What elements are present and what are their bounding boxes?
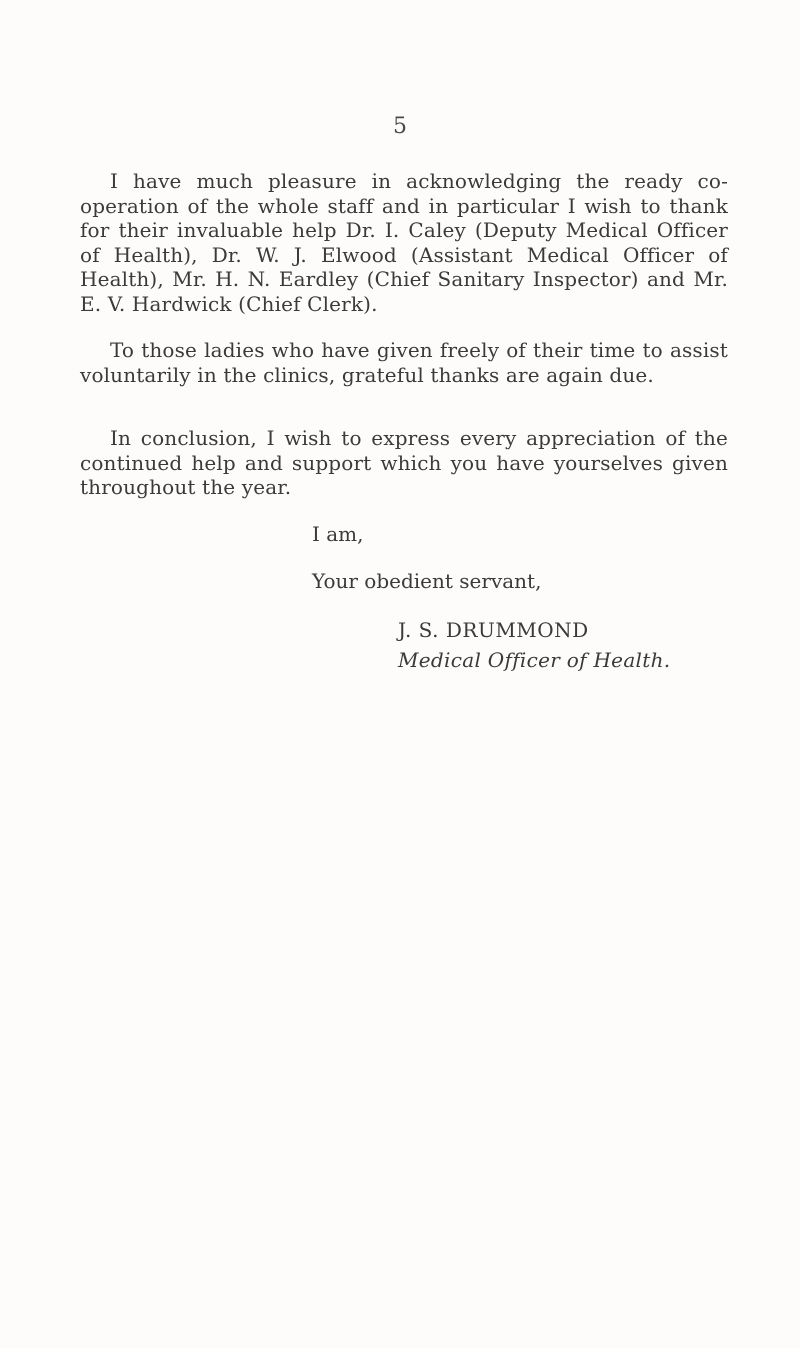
acknowledgement-paragraph: I have much pleasure in acknowledging the ready co-operation of the whole staff and in particular I wish to thank for their invaluable help Dr. I. Caley (Deputy Medical Officer of Health), Dr. W. J. Elwood (Assistant Medical Officer of Health), Mr. H. N. Eardley (Chief Sanitary Inspector) and Mr. E. V. Hardwick (Chief Clerk). [80, 169, 728, 316]
volunteer-thanks-paragraph: To those ladies who have given freely of their time to assist voluntarily in the clinics, grateful thanks are again due. [80, 338, 728, 387]
conclusion-paragraph: In conclusion, I wish to express every appreciation of the continued help and support which you have yourselves given throughout the year. [80, 426, 728, 499]
closing-salutation: I am, [312, 522, 364, 546]
closing-valediction: Your obedient servant, [312, 569, 542, 593]
page-number: 5 [393, 114, 407, 139]
signature-title: Medical Officer of Health. [398, 648, 671, 672]
signature-name: J. S. DRUMMOND [398, 618, 589, 642]
